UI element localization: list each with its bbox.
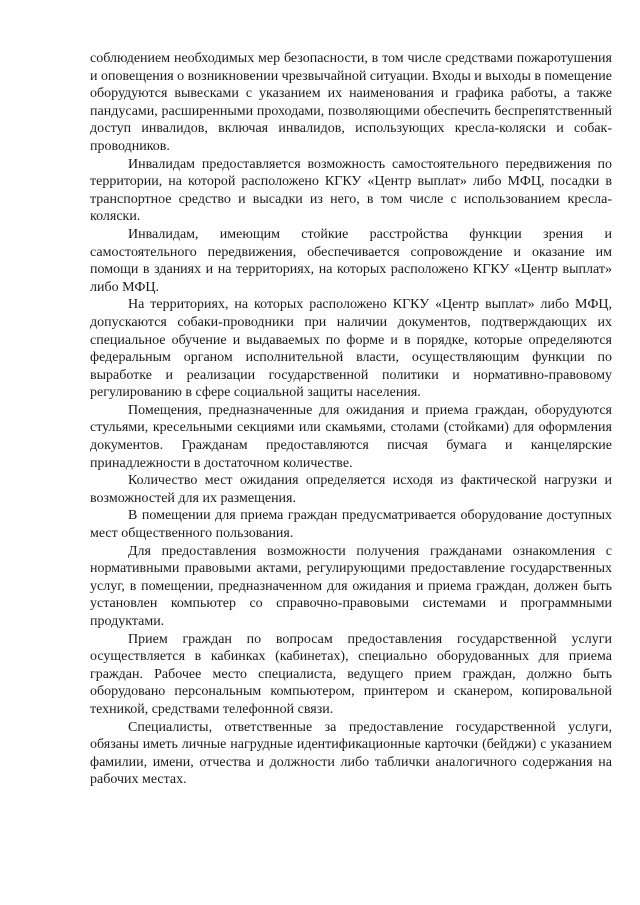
document-page [90, 50, 612, 789]
paragraph-waiting-seats: Количество мест ожидания определяется исходя из фактической нагрузки и возможностей для их размещения. [90, 473, 612, 506]
paragraph-safety-entrances: соблюдением необходимых мер безопасности, в том числе средствами пожаротушения и оповещения о возникновении чрезвычайной ситуации. Входы и выходы в помещение оборудуются вывесками с указанием их наименования и графика работы, а также пандусами, расширенными проходами, позволяющими обеспечить беспрепятственный доступ инвалидов, включая инвалидов, использующих кресла-коляски и собак-проводников. [90, 51, 612, 154]
paragraph-waiting-rooms: Помещения, предназначенные для ожидания и приема граждан, оборудуются стульями, кресельными секциями или скамьями, столами (стойками) для оформления документов. Гражданам предоставляются писчая бумага и канцелярские принадлежности в достаточном количестве. [90, 402, 612, 471]
paragraph-staff-badges: Специалисты, ответственные за предоставление государственной услуги, обязаны иметь личные нагрудные идентификационные карточки (бейджи) с указанием фамилии, имени, отчества и должности либо таблички аналогичного содержания на рабочих местах. [90, 719, 612, 788]
paragraph-vision-impaired-assistance: Инвалидам, имеющим стойкие расстройства функции зрения и самостоятельного передвижения, обеспечивается сопровождение и оказание им помощи в зданиях и на территориях, на которых расположено КГКУ «Центр выплат» либо МФЦ. [90, 226, 612, 295]
paragraph-disabled-movement: Инвалидам предоставляется возможность самостоятельного передвижения по территории, на которой расположено КГКУ «Центр выплат» либо МФЦ, посадки в транспортное средство и высадки из него, в том числе с использованием кресла-коляски. [90, 156, 612, 225]
paragraph-reception-workplace: Прием граждан по вопросам предоставления государственной услуги осуществляется в кабинках (кабинетах), специально оборудованных для приема граждан. Рабочее место специалиста, ведущего прием граждан, должно быть оборудовано персональным компьютером, принтером и сканером, копировальной техникой, средствами телефонной связи. [90, 631, 612, 717]
paragraph-legal-computer: Для предоставления возможности получения гражданами ознакомления с нормативными правовыми актами, регулирующими предоставление государственных услуг, в помещении, предназначенном для ожидания и приема граждан, должен быть установлен компьютер со справочно-правовыми системами и программными продуктами. [90, 543, 612, 629]
paragraph-public-facilities: В помещении для приема граждан предусматривается оборудование доступных мест общественного пользования. [90, 508, 612, 542]
paragraph-guide-dogs: На территориях, на которых расположено КГКУ «Центр выплат» либо МФЦ, допускаются собаки-проводники при наличии документов, подтверждающих их специальное обучение и выдаваемых по форме и в порядке, которые определяются федеральным органом исполнительной власти, осуществляющим функции по выработке и реализации государственной политики и нормативно-правовому регулированию в сфере социальной защиты населения. [90, 297, 612, 401]
